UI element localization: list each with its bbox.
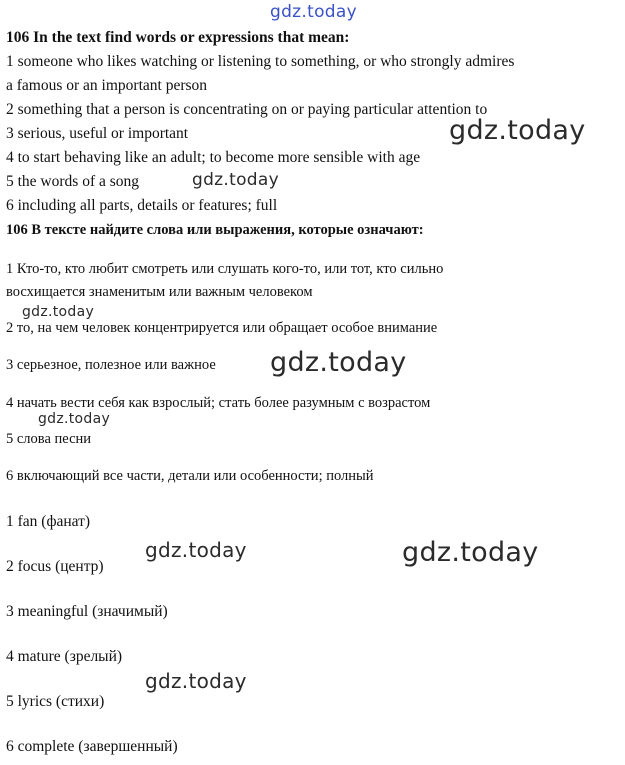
watermark: gdz.today: [38, 411, 111, 427]
watermark: gdz.today: [270, 347, 407, 378]
english-line: 5 the words of a song: [6, 173, 140, 190]
answer-item: 5 lyrics (стихи): [6, 693, 105, 710]
watermark: gdz.today: [449, 115, 586, 146]
english-line: a famous or an important person: [6, 77, 208, 94]
russian-line: 6 включающий все части, детали или особенности; полный: [6, 468, 374, 484]
russian-line: 1 Кто-то, кто любит смотреть или слушать кого-то, или тот, кто сильно: [6, 261, 444, 277]
english-line: 1 someone who likes watching or listening to something, or who strongly admires: [6, 53, 515, 70]
answer-item: 4 mature (зрелый): [6, 648, 123, 665]
answer-item: 2 focus (центр): [6, 558, 104, 575]
russian-line: 4 начать вести себя как взрослый; стать более разумным с возрастом: [6, 395, 431, 411]
watermark: gdz.today: [145, 538, 247, 562]
english-line: 4 to start behaving like an adult; to become more sensible with age: [6, 149, 421, 166]
answer-item: 6 complete (завершенный): [6, 738, 178, 755]
answer-item: 1 fan (фанат): [6, 513, 91, 530]
russian-heading: 106 В тексте найдите слова или выражения, которые означают:: [6, 222, 424, 238]
watermark: gdz.today: [22, 304, 95, 320]
russian-line: восхищается знаменитым или важным человеком: [6, 284, 313, 300]
english-heading: 106 In the text find words or expressions that mean:: [6, 29, 350, 46]
english-line: 3 serious, useful or important: [6, 125, 189, 142]
watermark-top: gdz.today: [270, 2, 357, 22]
english-line: 6 including all parts, details or features; full: [6, 197, 278, 214]
russian-line: 3 серьезное, полезное или важное: [6, 357, 216, 373]
watermark: gdz.today: [402, 537, 539, 568]
english-line: 2 something that a person is concentrating on or paying particular attention to: [6, 101, 488, 118]
watermark: gdz.today: [145, 669, 247, 693]
answer-item: 3 meaningful (значимый): [6, 603, 168, 620]
russian-line: 2 то, на чем человек концентрируется или обращает особое внимание: [6, 320, 438, 336]
watermark: gdz.today: [192, 170, 279, 190]
russian-line: 5 слова песни: [6, 431, 92, 447]
